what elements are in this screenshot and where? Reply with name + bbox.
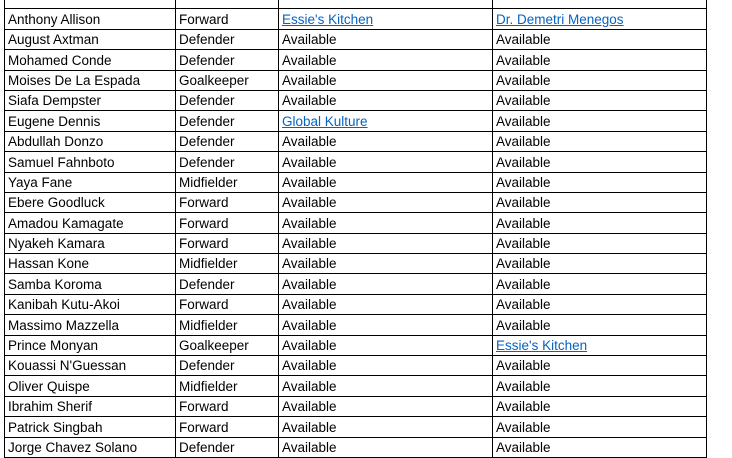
- table-row: [5, 335, 707, 355]
- player-position-cell[interactable]: Forward: [176, 213, 279, 233]
- assignment-a-cell[interactable]: [279, 9, 493, 29]
- assignment-a-cell[interactable]: Available: [279, 50, 493, 70]
- assignment-b-cell[interactable]: Available: [493, 315, 707, 335]
- assignment-b-cell[interactable]: Available: [493, 172, 707, 192]
- assignment-b-cell[interactable]: Available: [493, 70, 707, 90]
- player-position-cell[interactable]: Midfielder: [176, 172, 279, 192]
- assignment-a-cell[interactable]: Available: [279, 213, 493, 233]
- assignment-b-cell[interactable]: Available: [493, 152, 707, 172]
- assignment-b-cell[interactable]: Available: [493, 29, 707, 49]
- player-name-cell[interactable]: Kanibah Kutu-Akoi: [5, 294, 176, 314]
- assignment-a-cell[interactable]: Available: [279, 437, 493, 457]
- assignment-a-cell[interactable]: Available: [279, 90, 493, 110]
- assignment-b-cell[interactable]: Available: [493, 376, 707, 396]
- assignment-a-cell[interactable]: [279, 111, 493, 131]
- player-position-cell[interactable]: Defender: [176, 131, 279, 151]
- assignment-a-cell[interactable]: Available: [279, 172, 493, 192]
- player-position-cell[interactable]: Forward: [176, 294, 279, 314]
- player-name-cell[interactable]: [5, 0, 176, 9]
- table-row: [5, 9, 707, 29]
- assignment-a-cell[interactable]: Available: [279, 131, 493, 151]
- player-name-cell[interactable]: Anthony Allison: [5, 9, 176, 29]
- player-name-cell[interactable]: Massimo Mazzella: [5, 315, 176, 335]
- player-position-cell[interactable]: Midfielder: [176, 315, 279, 335]
- table-row: [5, 417, 707, 437]
- table-row: [5, 111, 707, 131]
- player-name-cell[interactable]: Patrick Singbah: [5, 417, 176, 437]
- assignment-b-cell[interactable]: Available: [493, 294, 707, 314]
- player-name-cell[interactable]: Siafa Dempster: [5, 90, 176, 110]
- assignment-a-cell[interactable]: Available: [279, 29, 493, 49]
- assignment-b-cell[interactable]: Available: [493, 50, 707, 70]
- assignment-b-cell[interactable]: Available: [493, 274, 707, 294]
- table-row: [5, 254, 707, 274]
- player-position-cell[interactable]: Goalkeeper: [176, 335, 279, 355]
- player-name-cell[interactable]: Prince Monyan: [5, 335, 176, 355]
- assignment-b-cell[interactable]: [493, 9, 707, 29]
- table-row: [5, 274, 707, 294]
- player-position-cell[interactable]: Forward: [176, 9, 279, 29]
- player-name-cell[interactable]: August Axtman: [5, 29, 176, 49]
- assignment-a-cell[interactable]: Available: [279, 356, 493, 376]
- assignment-a-cell[interactable]: Available: [279, 70, 493, 90]
- player-position-cell[interactable]: Midfielder: [176, 254, 279, 274]
- player-position-cell[interactable]: Goalkeeper: [176, 70, 279, 90]
- player-name-cell[interactable]: Abdullah Donzo: [5, 131, 176, 151]
- player-name-cell[interactable]: Mohamed Conde: [5, 50, 176, 70]
- player-name-cell[interactable]: Nyakeh Kamara: [5, 233, 176, 253]
- table-row: [5, 315, 707, 335]
- player-position-cell[interactable]: Defender: [176, 356, 279, 376]
- hyperlink[interactable]: Dr. Demetri Menegos: [496, 11, 624, 27]
- player-position-cell[interactable]: Midfielder: [176, 376, 279, 396]
- roster-sheet: [4, 0, 707, 458]
- assignment-b-cell[interactable]: Available: [493, 192, 707, 212]
- table-row: [5, 213, 707, 233]
- table-row: [5, 356, 707, 376]
- hyperlink[interactable]: Essie's Kitchen: [496, 338, 588, 354]
- assignment-a-cell[interactable]: Available: [279, 294, 493, 314]
- assignment-a-cell[interactable]: Available: [279, 233, 493, 253]
- hyperlink[interactable]: Global Kulture: [282, 113, 368, 129]
- assignment-b-cell[interactable]: Available: [493, 90, 707, 110]
- player-position-cell[interactable]: Defender: [176, 152, 279, 172]
- assignment-a-cell[interactable]: Available: [279, 376, 493, 396]
- table-row: [5, 0, 707, 9]
- assignment-b-cell[interactable]: Available: [493, 417, 707, 437]
- player-position-cell[interactable]: Defender: [176, 90, 279, 110]
- player-position-cell[interactable]: Defender: [176, 111, 279, 131]
- player-name-cell[interactable]: Hassan Kone: [5, 254, 176, 274]
- player-position-cell[interactable]: Forward: [176, 192, 279, 212]
- table-row: [5, 294, 707, 314]
- assignment-b-cell[interactable]: Available: [493, 254, 707, 274]
- player-name-cell[interactable]: Moises De La Espada: [5, 70, 176, 90]
- player-name-cell[interactable]: Oliver Quispe: [5, 376, 176, 396]
- player-position-cell[interactable]: Defender: [176, 274, 279, 294]
- assignment-b-cell[interactable]: Available: [493, 396, 707, 416]
- table-row: [5, 192, 707, 212]
- table-row: [5, 437, 707, 457]
- table-row: [5, 396, 707, 416]
- player-name-cell[interactable]: Eugene Dennis: [5, 111, 176, 131]
- player-position-cell[interactable]: Forward: [176, 417, 279, 437]
- player-name-cell[interactable]: Samuel Fahnboto: [5, 152, 176, 172]
- player-name-cell[interactable]: Yaya Fane: [5, 172, 176, 192]
- player-name-cell[interactable]: Ebere Goodluck: [5, 192, 176, 212]
- table-row: [5, 90, 707, 110]
- assignment-b-cell[interactable]: Available: [493, 233, 707, 253]
- assignment-a-cell[interactable]: Available: [279, 335, 493, 355]
- assignment-b-cell[interactable]: Available: [493, 111, 707, 131]
- assignment-b-cell[interactable]: Available: [493, 213, 707, 233]
- hyperlink[interactable]: Essie's Kitchen: [282, 11, 374, 27]
- player-position-cell[interactable]: Defender: [176, 50, 279, 70]
- assignment-b-cell[interactable]: [493, 335, 707, 355]
- assignment-a-cell[interactable]: Available: [279, 417, 493, 437]
- player-position-cell[interactable]: Defender: [176, 29, 279, 49]
- table-row: [5, 29, 707, 49]
- table-row: [5, 50, 707, 70]
- assignment-a-cell[interactable]: Available: [279, 396, 493, 416]
- player-position-cell[interactable]: Defender: [176, 437, 279, 457]
- table-row: [5, 131, 707, 151]
- assignment-b-cell[interactable]: Available: [493, 131, 707, 151]
- player-position-cell[interactable]: Forward: [176, 396, 279, 416]
- assignment-a-cell[interactable]: Available: [279, 152, 493, 172]
- assignment-a-cell[interactable]: Available: [279, 315, 493, 335]
- table-row: [5, 172, 707, 192]
- table-row: [5, 233, 707, 253]
- table-row: [5, 152, 707, 172]
- assignment-b-cell[interactable]: [493, 0, 707, 9]
- player-position-cell[interactable]: [176, 0, 279, 9]
- roster-sheet-body: [5, 0, 707, 457]
- table-row: [5, 70, 707, 90]
- player-name-cell[interactable]: Ibrahim Sherif: [5, 396, 176, 416]
- player-name-cell[interactable]: Kouassi N'Guessan: [5, 356, 176, 376]
- player-name-cell[interactable]: Samba Koroma: [5, 274, 176, 294]
- assignment-a-cell[interactable]: Available: [279, 254, 493, 274]
- assignment-b-cell[interactable]: Available: [493, 356, 707, 376]
- assignment-a-cell[interactable]: [279, 0, 493, 9]
- player-name-cell[interactable]: Jorge Chavez Solano: [5, 437, 176, 457]
- assignment-a-cell[interactable]: Available: [279, 274, 493, 294]
- assignment-b-cell[interactable]: Available: [493, 437, 707, 457]
- player-name-cell[interactable]: Amadou Kamagate: [5, 213, 176, 233]
- table-row: [5, 376, 707, 396]
- player-position-cell[interactable]: Forward: [176, 233, 279, 253]
- assignment-a-cell[interactable]: Available: [279, 192, 493, 212]
